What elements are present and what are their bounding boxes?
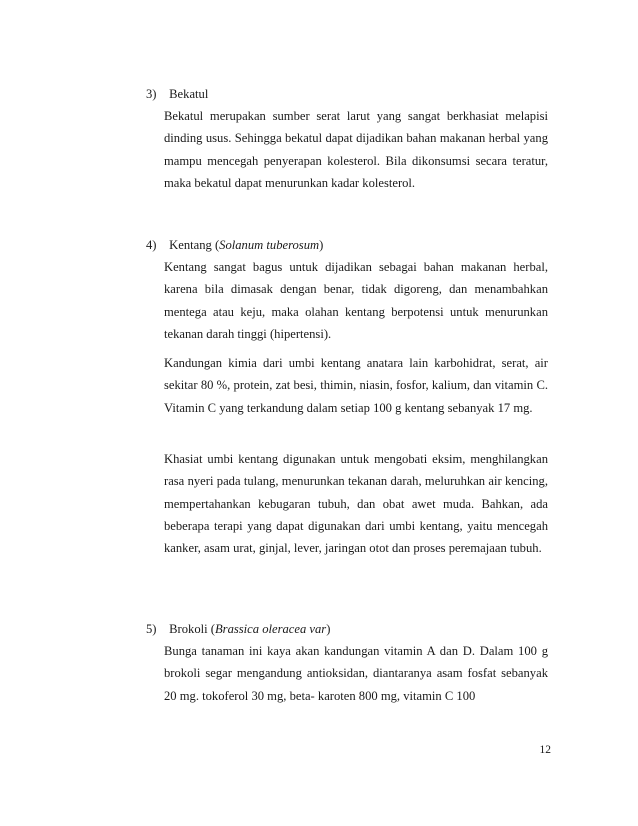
section-number: 5)	[146, 622, 157, 636]
page-number: 12	[539, 744, 551, 756]
section-heading-brokoli: 5) Brokoli (Brassica oleracea var)	[146, 622, 331, 636]
section-title: Kentang	[169, 238, 212, 252]
section-number: 4)	[146, 238, 157, 252]
section-heading-kentang: 4) Kentang (Solanum tuberosum)	[146, 238, 324, 252]
section-title: Bekatul	[169, 87, 209, 101]
section-latin-name: Brassica oleracea var	[214, 622, 327, 636]
paragraph-kentang-2: Kandungan kimia dari umbi kentang anatara lain karbohidrat, serat, air sekitar 80 %, protein, zat besi, thimin, niasin, fosfor, kalium, dan vitamin C. Vitamin C yang terkandung dalam setiap 100 g kentang sebanyak 17 mg.	[164, 356, 548, 415]
paragraph-brokoli: Bunga tanaman ini kaya akan kandungan vitamin A dan D. Dalam 100 g brokoli segar mengandung antioksidan, diantaranya asam fosfat sebanyak 20 mg. tokoferol 30 mg, beta- karoten 800 mg, vitamin C 100	[164, 644, 548, 703]
paragraph-kentang-1: Kentang sangat bagus untuk dijadikan sebagai bahan makanan herbal, karena bila dimasak dengan benar, tidak digoreng, dan menambahkan mentega atau keju, maka olahan kentang berpotensi untuk menurunkan tekanan darah tinggi (hipertensi).	[164, 260, 548, 341]
section-heading-bekatul	[146, 86, 566, 103]
paragraph-bekatul: Bekatul merupakan sumber serat larut yang sangat berkhasiat melapisi dinding usus. Sehingga bekatul dapat dijadikan bahan makanan herbal yang mampu mencegah penyerapan kolesterol. Bila dikonsumsi secara teratur, maka bekatul dapat menurunkan kadar kolesterol.	[164, 109, 548, 190]
section-title: Brokoli	[169, 622, 208, 636]
section-number: 3)	[146, 87, 157, 101]
section-latin-name: Solanum tuberosum	[219, 238, 320, 252]
paragraph-kentang-3: Khasiat umbi kentang digunakan untuk mengobati eksim, menghilangkan rasa nyeri pada tulang, menurunkan tekanan darah, meluruhkan air kencing, mempertahankan kebugaran tubuh, dan obat awet muda. Bahkan, ada beberapa terapi yang dapat digunakan dari umbi kentang, yaitu mencegah kanker, asam urat, ginjal, lever, jaringan otot dan proses peremajaan tubuh.	[164, 452, 548, 556]
